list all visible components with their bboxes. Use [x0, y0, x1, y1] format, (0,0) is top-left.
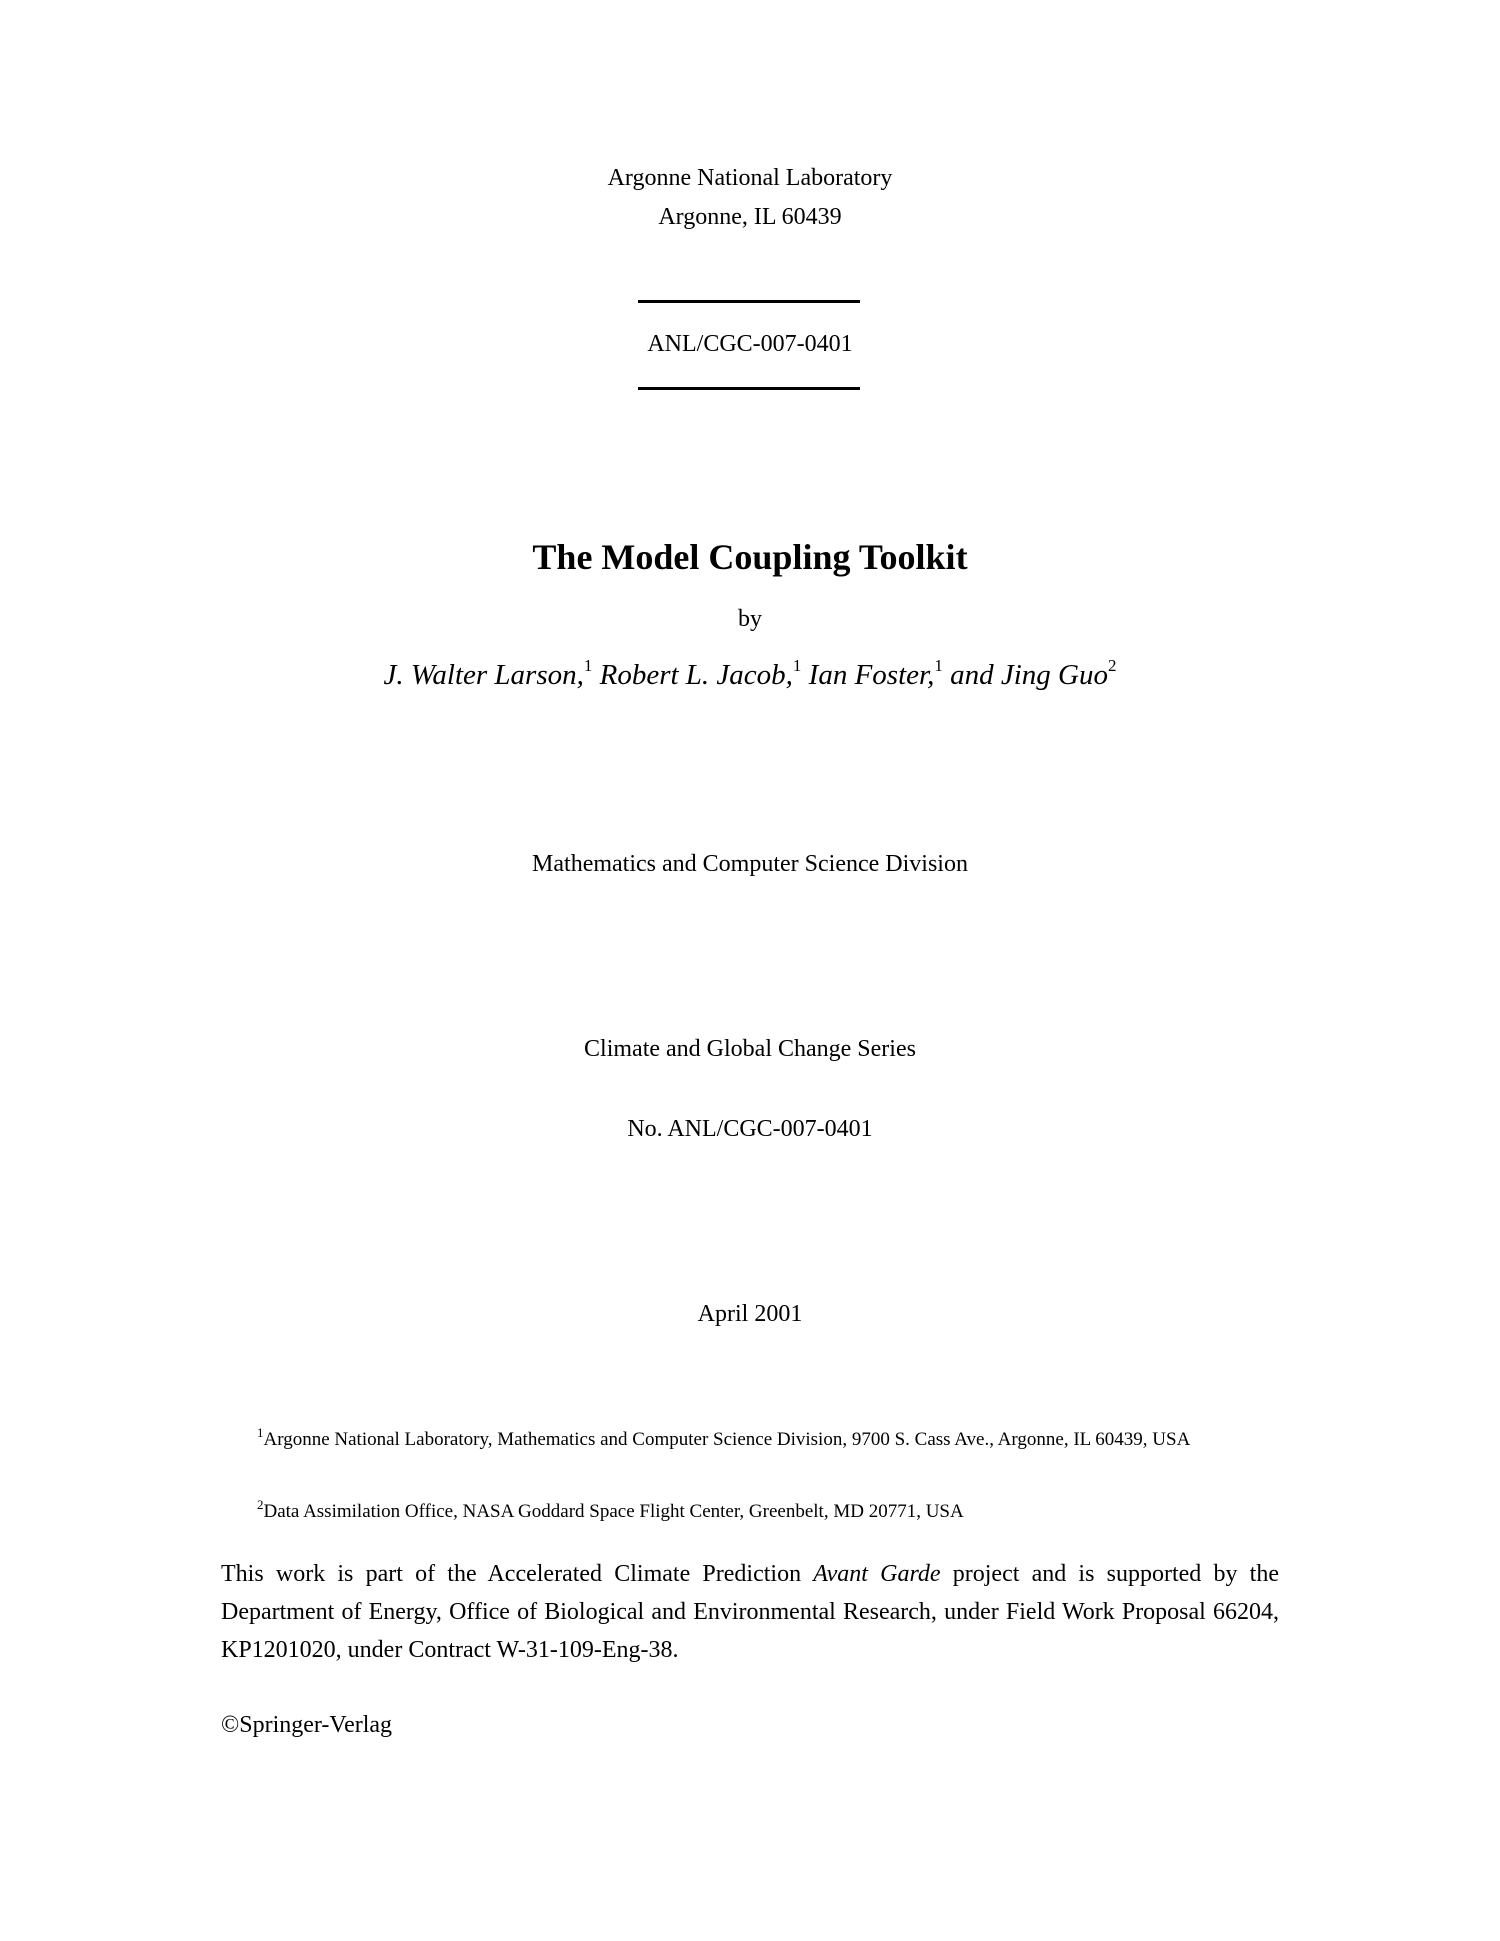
- footnote-text: Data Assimilation Office, NASA Goddard Space Flight Center, Greenbelt, MD 20771, USA: [263, 1501, 964, 1522]
- publication-date: April 2001: [697, 1301, 803, 1327]
- institution-location: Argonne, IL 60439: [658, 204, 842, 230]
- report-number: ANL/CGC-007-0401: [647, 331, 853, 357]
- support-text: project and is supported by the Department of Energy, Office of Biological and Environmental Research, under Field Work Proposal 66204, KP1201020, under Contract W-31-109-Eng-38.: [221, 1561, 1279, 1663]
- author-name: and Jing Guo: [950, 659, 1108, 691]
- support-text: This work is part of the Accelerated Climate Prediction: [221, 1561, 814, 1587]
- footnote-text: Argonne National Laboratory, Mathematics and Computer Science Division, 9700 S. Cass Ave., Argonne, IL 60439, USA: [263, 1429, 1191, 1450]
- author-list: [0, 656, 1500, 694]
- institution-name: Argonne National Laboratory: [607, 165, 893, 191]
- series-number: No. ANL/CGC-007-0401: [627, 1116, 873, 1142]
- rule-top: [638, 300, 860, 303]
- footnote-mark: 2: [257, 1497, 264, 1512]
- support-statement: [221, 1555, 1279, 1669]
- series-name: Climate and Global Change Series: [584, 1036, 916, 1062]
- rule-bottom: [638, 387, 860, 390]
- footnote: [221, 1497, 1279, 1527]
- footnote-mark: 1: [257, 1425, 264, 1440]
- copyright-notice: ©Springer-Verlag: [221, 1712, 393, 1738]
- support-emphasis: Avant Garde: [813, 1561, 941, 1587]
- affiliation-mark: 1: [583, 656, 593, 675]
- paper-title: The Model Coupling Toolkit: [532, 537, 968, 577]
- author-name: Robert L. Jacob,: [599, 659, 793, 691]
- footnote: [221, 1425, 1279, 1455]
- by-line: by: [738, 606, 762, 632]
- affiliation-mark: 1: [934, 656, 943, 675]
- author-name: J. Walter Larson,: [383, 659, 584, 691]
- division: Mathematics and Computer Science Division: [532, 851, 968, 877]
- affiliation-mark: 1: [792, 656, 802, 675]
- author-name: Ian Foster,: [808, 659, 935, 691]
- affiliation-mark: 2: [1107, 656, 1117, 675]
